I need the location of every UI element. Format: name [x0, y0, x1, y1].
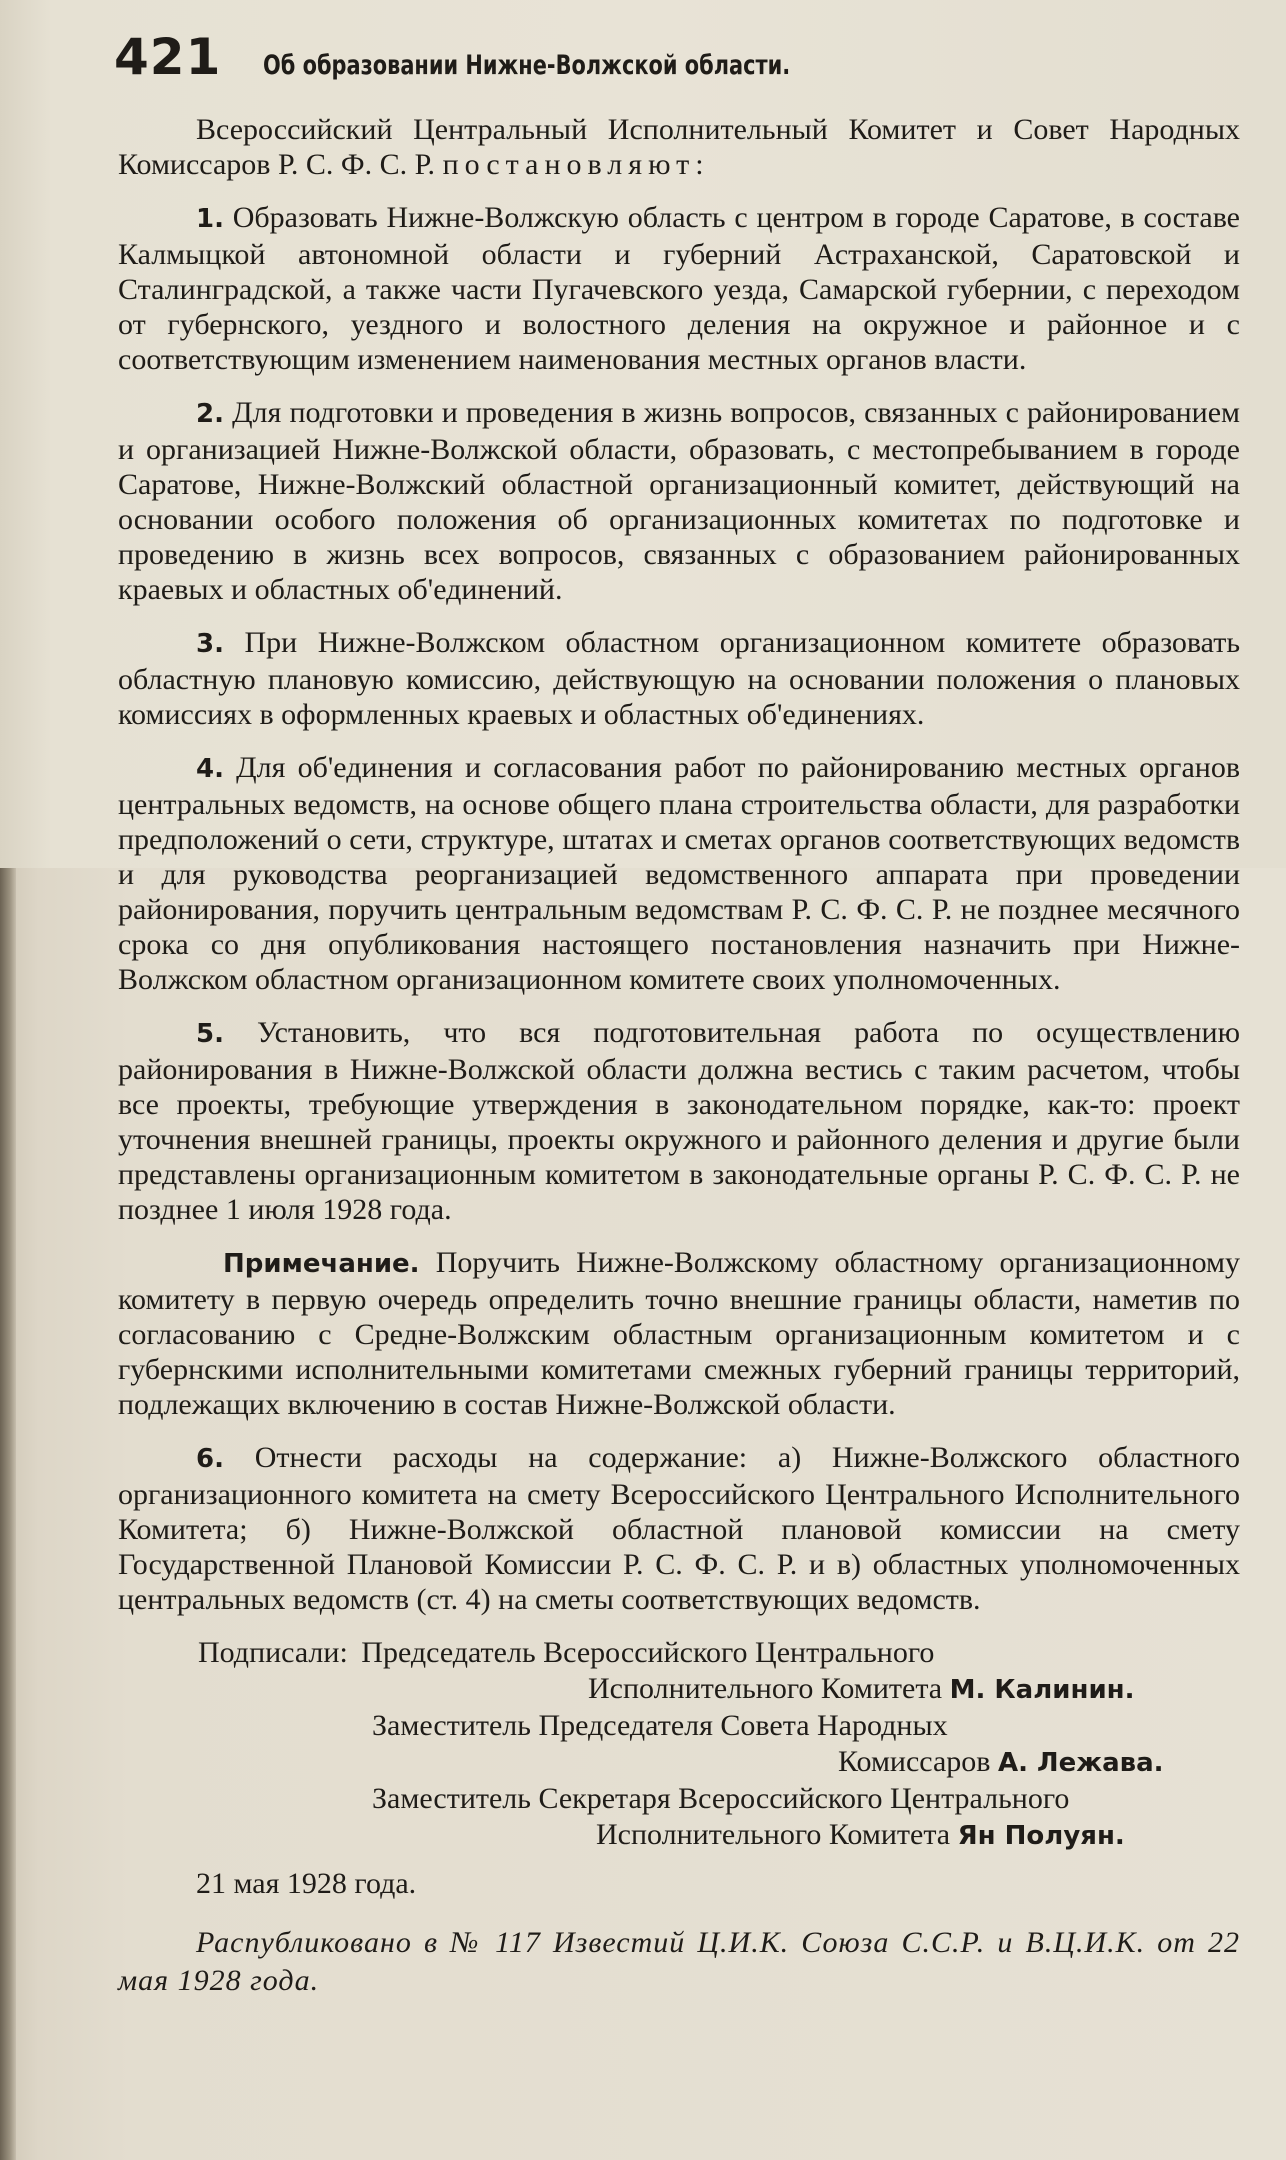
signature-title: Заместитель Председателя Совета Народных [372, 1709, 948, 1742]
signatures [118, 1635, 1240, 1854]
paragraph-1 [118, 200, 1240, 377]
preamble [118, 112, 1240, 182]
signature-title: Председатель Всероссийского Центрального [361, 1636, 935, 1669]
paragraph-5 [118, 1015, 1240, 1227]
preamble-text: Всероссийский Центральный Исполнительный Комитет и Совет Народных Комиссаров Р. С. Ф. С. Р. [118, 113, 1240, 181]
signature-row-4 [118, 1744, 1240, 1781]
paragraph-text: Установить, что вся подготовительная работа по осуществлению районирования в Нижне-Волжской области должна вестись с таким расчетом, чтобы все проекты, требующие утверждения в законодательном порядке, как-то: проект уточнения внешней границы, проекты окружного и районного деления и другие были представлены организационным комитетом в законодательные органы Р. С. Ф. С. Р. не позднее 1 июля 1928 года. [118, 1016, 1240, 1226]
signature-title: Заместитель Секретаря Всероссийского Центрального [372, 1782, 1070, 1815]
paragraph-text: Отнести расходы на содержание: а) Нижне-Волжского областного организационного комитета на смету Всероссийского Центрального Исполнительного Комитета; б) Нижне-Волжской областной плановой комиссии на смету Государственной Плановой Комиссии Р. С. Ф. С. Р. и в) областных уполномоченных центральных ведомств (ст. 4) на сметы соответствующих ведомств. [118, 1441, 1240, 1616]
republication-note: Распубликовано в № 117 Известий Ц.И.К. Союза С.С.Р. и В.Ц.И.К. от 22 мая 1928 года. [118, 1926, 1240, 1997]
paragraph-text: Для подготовки и проведения в жизнь вопросов, связанных с районированием и организацией Нижне-Волжской области, образовать, с местопребыванием в городе Саратове, Нижне-Волжский областной организационный комитет, действующий на основании особого положения об организационных комитетах по подготовке и проведению в жизнь всех вопросов, связанных с образованием районированных краевых и областных об'единений. [118, 396, 1240, 606]
signatory-name: Ян Полуян. [957, 1821, 1125, 1851]
paragraph-text: Образовать Нижне-Волжскую область с центром в городе Саратове, в составе Калмыцкой автономной области и губерний Астраханской, Саратовской и Сталинградской, а также части Пугачевского уезда, Самарской губернии, с переходом от губернского, уездного и волостного деления на окружное и районное и с соответствующим изменением наименования местных органов власти. [118, 201, 1240, 376]
document-title: Об образовании Нижне-Волжской области. [263, 50, 791, 81]
book-spine-shadow [0, 868, 16, 2160]
paragraph-2 [118, 395, 1240, 607]
paragraph-number: 1. [196, 204, 224, 234]
document-body [114, 28, 1240, 2000]
signature-row-1 [118, 1635, 1240, 1671]
signature-row-5 [118, 1781, 1240, 1817]
paragraph-number: 5. [196, 1019, 224, 1049]
paragraph-3 [118, 625, 1240, 732]
paragraph-4 [118, 750, 1240, 997]
document-number: 421 [114, 28, 222, 86]
paragraph-text: При Нижне-Волжском областном организационном комитете образовать областную плановую комиссию, действующую на основании положения о плановых комиссиях в оформленных краевых и областных об'единениях. [118, 626, 1240, 731]
note-label: Примечание. [223, 1249, 420, 1279]
signature-title: Комиссаров [838, 1745, 998, 1778]
paragraph-6 [118, 1440, 1240, 1617]
paragraph-text: Для об'единения и согласования работ по районированию местных органов центральных ведомств, на основе общего плана строительства области, для разработки предположений о сети, структуре, штатах и сметах органов соответствующих ведомств и для руководства реорганизацией ведомственного аппарата при проведении районирования, поручить центральным ведомствам Р. С. Ф. С. Р. не позднее месячного срока со дня опубликования настоящего постановления назначить при Нижне-Волжском областном организационном комитете своих уполномоченных. [118, 751, 1240, 996]
signatory-name: А. Лежава. [997, 1748, 1164, 1778]
paragraph-number: 4. [196, 754, 224, 784]
signature-row-2 [118, 1671, 1240, 1708]
signature-title: Исполнительного Комитета [588, 1672, 950, 1705]
document-date: 21 мая 1928 года. [196, 1867, 417, 1900]
signatures-label: Подписали: [198, 1636, 348, 1669]
preamble-spaced: постановляют: [442, 148, 710, 181]
paragraph-number: 2. [196, 399, 224, 429]
note-text: Поручить Нижне-Волжскому областному организационному комитету в первую очередь определить точно внешние границы области, наметив по согласованию с Средне-Волжским областным организационным комитетом и с губернскими исполнительными комитетами смежных губерний границы территорий, подлежащих включению в состав Нижне-Волжской области. [118, 1246, 1240, 1421]
paragraph-number: 3. [196, 629, 224, 659]
note [118, 1245, 1240, 1422]
signature-row-6 [118, 1817, 1240, 1854]
document-header [114, 28, 1240, 86]
signatory-name: М. Калинин. [949, 1675, 1135, 1705]
paragraph-number: 6. [196, 1444, 224, 1474]
signature-title: Исполнительного Комитета [596, 1818, 958, 1851]
signature-row-3 [118, 1708, 1240, 1744]
